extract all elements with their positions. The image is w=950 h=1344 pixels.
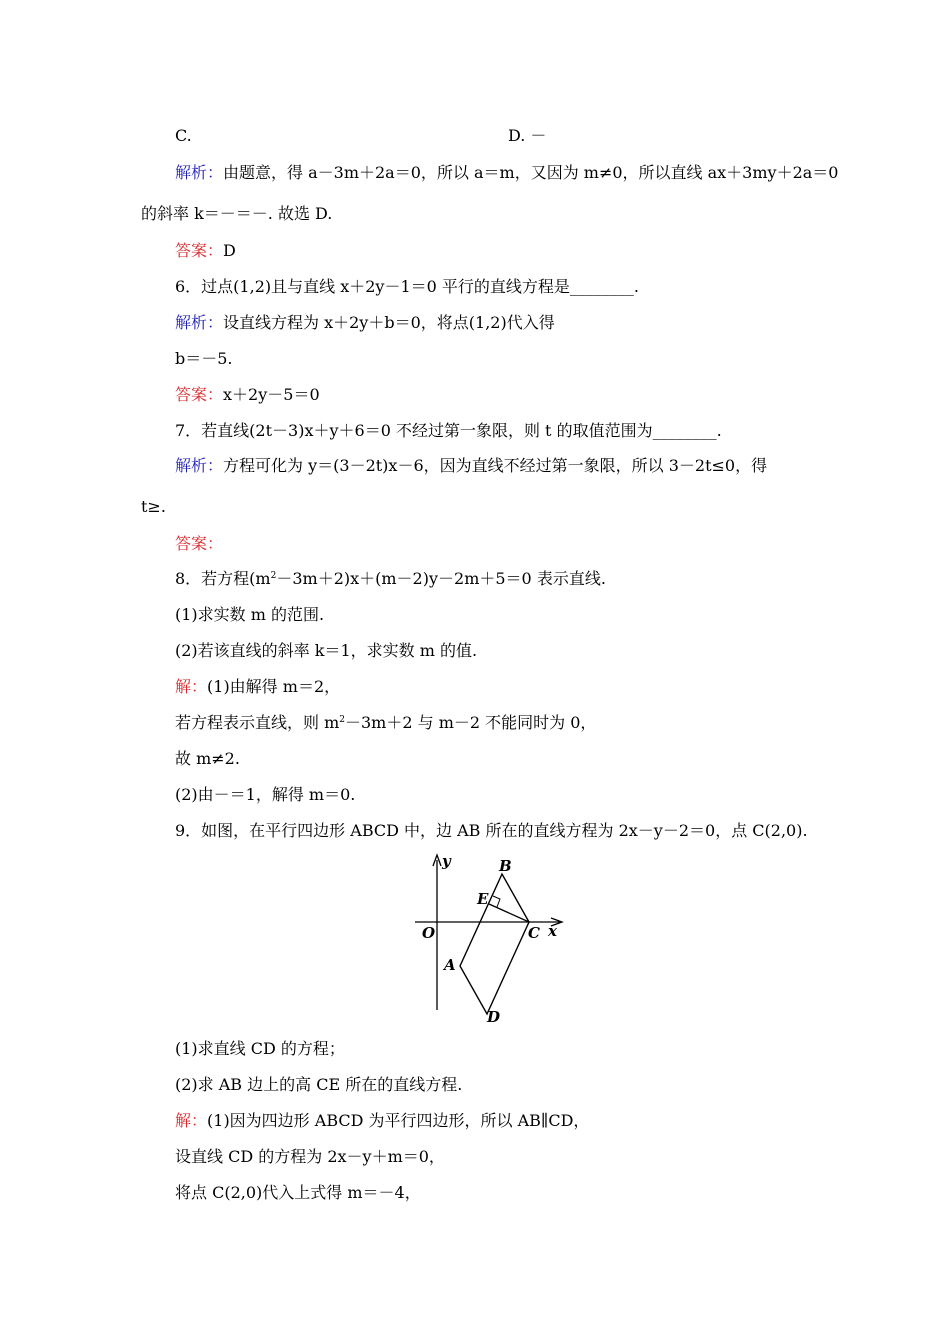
superscript: 2: [270, 571, 277, 581]
solution-q8-line2: [175, 712, 596, 734]
label-b: B: [499, 857, 512, 875]
solution-q8-line4: (2)由－＝1，解得 m＝0.: [175, 785, 356, 804]
answer-q6: [175, 384, 320, 406]
answer-q5: [175, 240, 236, 262]
superscript: 2: [339, 715, 345, 725]
analysis-q7: [175, 455, 767, 477]
analysis-text: 由题意，得 a－3m＋2a＝0，所以 a＝m，又因为 m≠0，所以直线 ax＋3my＋2a＝0: [223, 163, 839, 182]
question-9: 9．如图，在平行四边形 ABCD 中，边 AB 所在的直线方程为 2x－y－2＝0，点 C(2,0).: [175, 821, 808, 840]
question-8-part-a: 8．若方程(m: [175, 569, 271, 588]
analysis-q5-cont: 的斜率 k＝－＝－. 故选 D.: [141, 204, 333, 223]
parallelogram-abcd: [460, 874, 529, 1014]
parallelogram-figure: [405, 852, 570, 1027]
analysis-q6: [175, 312, 555, 334]
answer-q7: [175, 533, 223, 555]
option-d: D. －: [508, 126, 547, 145]
analysis-q5: [175, 162, 838, 184]
answer-text: D: [223, 241, 236, 260]
analysis-q6-cont: b＝－5.: [175, 349, 233, 368]
solution-q9-line3: 将点 C(2,0)代入上式得 m＝－4，: [175, 1183, 421, 1202]
solution-part-a: 若方程表示直线，则 m: [175, 713, 340, 732]
label-c: C: [528, 924, 540, 942]
solution-text: (1)由解得 m＝2，: [207, 677, 341, 696]
solution-q9-line2: 设直线 CD 的方程为 2x－y＋m＝0，: [175, 1147, 445, 1166]
label-a: A: [444, 956, 456, 974]
answer-label: 答案：: [175, 241, 224, 260]
height-ce: [489, 904, 529, 922]
question-9-sub-1: (1)求直线 CD 的方程；: [175, 1039, 345, 1058]
solution-q9: [175, 1110, 589, 1132]
solution-part-b: －3m＋2 与 m－2 不能同时为 0，: [345, 713, 597, 732]
analysis-text: 设直线方程为 x＋2y＋b＝0，将点(1,2)代入得: [223, 313, 555, 332]
analysis-label: 解析：: [175, 163, 224, 182]
question-8-sub-1: (1)求实数 m 的范围.: [175, 605, 325, 624]
question-7: 7．若直线(2t－3)x＋y＋6＝0 不经过第一象限，则 t 的取值范围为________.: [175, 421, 722, 440]
analysis-text: 方程可化为 y＝(3－2t)x－6，因为直线不经过第一象限，所以 3－2t≤0，得: [223, 456, 768, 475]
solution-label: 解：: [175, 677, 208, 696]
right-angle-mark: [493, 896, 500, 907]
solution-label: 解：: [175, 1111, 208, 1130]
label-d: D: [487, 1008, 501, 1026]
question-9-sub-2: (2)求 AB 边上的高 CE 所在的直线方程.: [175, 1075, 463, 1094]
solution-q8-line3: 故 m≠2.: [175, 749, 240, 768]
solution-text: (1)因为四边形 ABCD 为平行四边形，所以 AB∥CD，: [207, 1111, 590, 1130]
answer-label: 答案：: [175, 534, 224, 553]
answer-text: x＋2y－5＝0: [223, 385, 320, 404]
analysis-label: 解析：: [175, 456, 224, 475]
question-8-sub-2: (2)若该直线的斜率 k＝1，求实数 m 的值.: [175, 641, 478, 660]
analysis-q7-cont: t≥.: [141, 497, 166, 516]
answer-label: 答案：: [175, 385, 224, 404]
label-x: x: [548, 922, 557, 940]
question-6: 6．过点(1,2)且与直线 x＋2y－1＝0 平行的直线方程是________.: [175, 277, 639, 296]
label-e: E: [477, 890, 489, 908]
label-o: O: [422, 924, 436, 942]
option-c: C.: [175, 126, 192, 145]
question-8: [175, 568, 606, 590]
analysis-label: 解析：: [175, 313, 224, 332]
solution-q8: [175, 676, 340, 698]
question-8-part-b: －3m＋2)x＋(m－2)y－2m＋5＝0 表示直线.: [276, 569, 606, 588]
label-y: y: [442, 852, 451, 870]
